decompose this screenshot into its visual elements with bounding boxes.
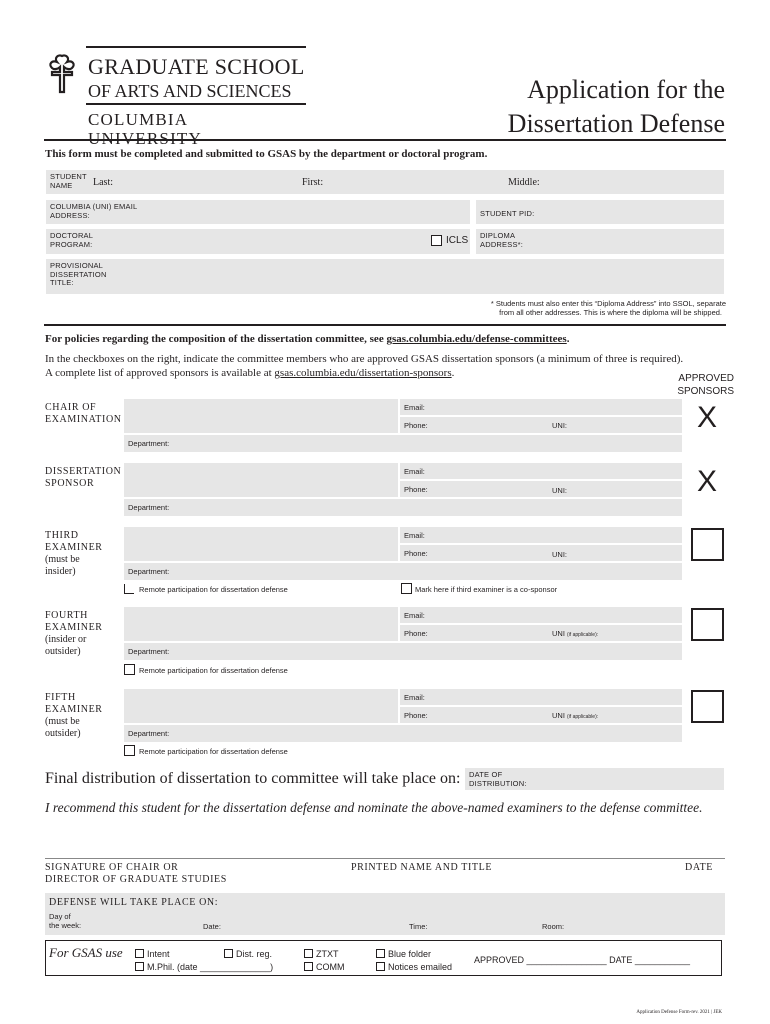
approved-date-line[interactable]: APPROVED ________________ DATE ___________	[474, 955, 690, 965]
logo-line1: GRADUATE SCHOOL	[88, 54, 305, 79]
fifth-remote-checkbox[interactable]	[124, 745, 135, 756]
logo-line2: OF ARTS AND SCIENCES	[88, 81, 292, 101]
footer-revision: Application Defense Form-rev. 2021 | JEK	[636, 1010, 722, 1015]
gsas-logo	[44, 46, 306, 132]
signature-date-label: DATE	[685, 862, 713, 873]
mphil-checkbox[interactable]	[135, 962, 144, 971]
fourth-examiner-label: FOURTH EXAMINER (insider or outsider)	[45, 610, 103, 657]
fourth-name-field[interactable]	[124, 607, 398, 641]
chair-email-field[interactable]	[400, 399, 682, 415]
phone-label: Phone:	[404, 421, 428, 430]
fourth-department-field[interactable]	[124, 643, 682, 660]
third-examiner-label: THIRD EXAMINER (must be insider)	[45, 530, 103, 577]
uni-label: UNI:	[552, 421, 567, 430]
page-title-line2: Dissertation Defense	[507, 109, 725, 138]
approved-label-2: SPONSORS	[677, 386, 734, 397]
sponsor-department-field[interactable]	[124, 499, 682, 516]
uni-label: UNI:	[552, 550, 567, 559]
distribution-date-label: DATE OF DISTRIBUTION:	[469, 770, 527, 788]
chair-approved-mark[interactable]: X	[697, 401, 718, 434]
policy-line1: In the checkboxes on the right, indicate the committee members who are approved GSAS dissertation sponsors (a minimum of three is required).	[45, 353, 684, 365]
department-label: Department:	[128, 567, 170, 576]
sponsor-approved-mark[interactable]: X	[697, 465, 718, 498]
dissertation-title-label: PROVISIONAL DISSERTATION TITLE:	[50, 261, 107, 287]
day-of-week-label: Day of the week:	[49, 912, 82, 930]
email-label: Email:	[404, 611, 425, 620]
fifth-remote-label: Remote participation for dissertation defense	[139, 747, 288, 756]
third-phone-field[interactable]	[400, 545, 682, 561]
policy-link[interactable]: gsas.columbia.edu/defense-committees	[386, 333, 567, 345]
notices-label: Notices emailed	[388, 962, 453, 972]
header-rule	[44, 139, 726, 141]
fifth-department-field[interactable]	[124, 725, 682, 742]
chair-label: CHAIR OF EXAMINATION	[45, 402, 122, 425]
defense-section	[45, 893, 725, 935]
sponsor-phone-field[interactable]	[400, 481, 682, 497]
last-label: Last:	[93, 177, 113, 188]
fifth-name-field[interactable]	[124, 689, 398, 723]
chair-name-field[interactable]	[124, 399, 398, 433]
chair-phone-field[interactable]	[400, 417, 682, 433]
third-name-field[interactable]	[124, 527, 398, 561]
middle-label: Middle:	[508, 177, 540, 188]
defense-room-label[interactable]: Room:	[542, 922, 565, 931]
phone-label: Phone:	[404, 629, 428, 638]
third-department-field[interactable]	[124, 563, 682, 580]
uni-email-label: COLUMBIA (UNI) EMAIL ADDRESS:	[50, 202, 138, 220]
fourth-email-field[interactable]	[400, 607, 682, 623]
sponsor-name-field[interactable]	[124, 463, 398, 497]
policy-end: .	[566, 333, 570, 345]
mphil-label: M.Phil. (date ______________)	[147, 962, 274, 972]
section-rule	[44, 324, 726, 326]
phone-label: Phone:	[404, 549, 428, 558]
fifth-email-field[interactable]	[400, 689, 682, 705]
uni-label: UNI:	[552, 486, 567, 495]
dist-reg-label: Dist. reg.	[236, 949, 273, 959]
fourth-approved-checkbox[interactable]	[691, 608, 724, 641]
third-approved-checkbox[interactable]	[691, 528, 724, 561]
recommend-text: I recommend this student for the dissertation defense and nominate the above-named examiners to the defense committee.	[45, 800, 703, 815]
policy-line2: A complete list of approved sponsors is available at gsas.columbia.edu/dissertation-sponsors.	[45, 367, 455, 379]
defense-title: DEFENSE WILL TAKE PLACE ON:	[49, 897, 219, 908]
comm-label: COMM	[316, 962, 345, 972]
sponsor-label: DISSERTATION SPONSOR	[45, 466, 122, 489]
uni-if-applicable-label: UNI (if applicable):	[552, 711, 599, 720]
distribution-date-field[interactable]	[465, 768, 724, 790]
defense-time-label[interactable]: Time:	[409, 922, 428, 931]
student-name-label: STUDENT NAME	[50, 172, 87, 190]
department-label: Department:	[128, 503, 170, 512]
ztxt-checkbox[interactable]	[304, 949, 313, 958]
phone-label: Phone:	[404, 485, 428, 494]
page-title-line1: Application for the	[527, 75, 725, 104]
doctoral-program-field[interactable]	[46, 229, 470, 254]
icls-label: ICLS	[446, 235, 469, 246]
blue-folder-checkbox[interactable]	[376, 949, 385, 958]
third-remote-label: Remote participation for dissertation defense	[139, 585, 288, 594]
intro-text: This form must be completed and submitted to GSAS by the department or doctoral program.	[45, 148, 488, 160]
notices-checkbox[interactable]	[376, 962, 385, 971]
sponsor-email-field[interactable]	[400, 463, 682, 479]
signature-line[interactable]	[45, 858, 725, 859]
diploma-address-label: DIPLOMA ADDRESS*:	[480, 231, 524, 249]
printed-name-label: PRINTED NAME AND TITLE	[351, 862, 493, 873]
dissertation-title-field[interactable]	[46, 259, 724, 294]
dist-reg-checkbox[interactable]	[224, 949, 233, 958]
policy-lead: For policies regarding the composition of the dissertation committee, see	[45, 333, 384, 345]
fifth-phone-field[interactable]	[400, 707, 682, 723]
icls-checkbox[interactable]	[431, 235, 442, 246]
approved-label-1: APPROVED	[678, 373, 734, 384]
email-label: Email:	[404, 693, 425, 702]
student-pid-label: STUDENT PID:	[480, 209, 535, 218]
uni-if-applicable-label: UNI (if applicable):	[552, 629, 599, 638]
department-label: Department:	[128, 729, 170, 738]
sponsors-link[interactable]: gsas.columbia.edu/dissertation-sponsors	[274, 367, 452, 379]
chair-department-field[interactable]	[124, 435, 682, 452]
third-remote-checkbox-line[interactable]	[124, 584, 134, 594]
cosponsor-checkbox[interactable]	[401, 583, 412, 594]
policy-line2-text: A complete list of approved sponsors is available at	[45, 367, 272, 379]
department-label: Department:	[128, 439, 170, 448]
intent-label: Intent	[147, 949, 170, 959]
ztxt-label: ZTXT	[316, 949, 339, 959]
email-label: Email:	[404, 403, 425, 412]
policy-text	[45, 333, 569, 345]
email-label: Email:	[404, 531, 425, 540]
comm-checkbox[interactable]	[304, 962, 313, 971]
fourth-phone-field[interactable]	[400, 625, 682, 641]
footnote-line2: from all other addresses. This is where the diploma will be shipped.	[499, 308, 722, 317]
third-email-field[interactable]	[400, 527, 682, 543]
first-label: First:	[302, 177, 324, 188]
uni-email-field[interactable]	[46, 200, 470, 224]
email-label: Email:	[404, 467, 425, 476]
defense-date-label[interactable]: Date:	[203, 922, 221, 931]
doctoral-program-label: DOCTORAL PROGRAM:	[50, 231, 93, 249]
fifth-examiner-label: FIFTH EXAMINER (must be outsider)	[45, 692, 103, 739]
blue-folder-label: Blue folder	[388, 949, 432, 959]
crown-icon	[44, 52, 80, 94]
cosponsor-label: Mark here if third examiner is a co-sponsor	[415, 585, 558, 594]
student-pid-field[interactable]	[476, 200, 724, 224]
fourth-remote-checkbox[interactable]	[124, 664, 135, 675]
distribution-text: Final distribution of dissertation to committee will take place on:	[45, 770, 461, 787]
intent-checkbox[interactable]	[135, 949, 144, 958]
fifth-approved-checkbox[interactable]	[691, 690, 724, 723]
fourth-remote-label: Remote participation for dissertation defense	[139, 666, 288, 675]
department-label: Department:	[128, 647, 170, 656]
student-name-field[interactable]	[46, 170, 724, 194]
gsas-use-section	[45, 940, 722, 976]
phone-label: Phone:	[404, 711, 428, 720]
diploma-address-field[interactable]	[476, 229, 724, 254]
approved-sponsors-label	[677, 372, 734, 398]
logo-line3: COLUMBIA	[88, 110, 188, 129]
footnote-line1: * Students must also enter this “Diploma Address” into SSOL, separate	[490, 299, 726, 308]
signature-label: SIGNATURE OF CHAIR OR DIRECTOR OF GRADUATE STUDIES	[45, 862, 227, 885]
gsas-use-label: For GSAS use	[49, 945, 123, 960]
